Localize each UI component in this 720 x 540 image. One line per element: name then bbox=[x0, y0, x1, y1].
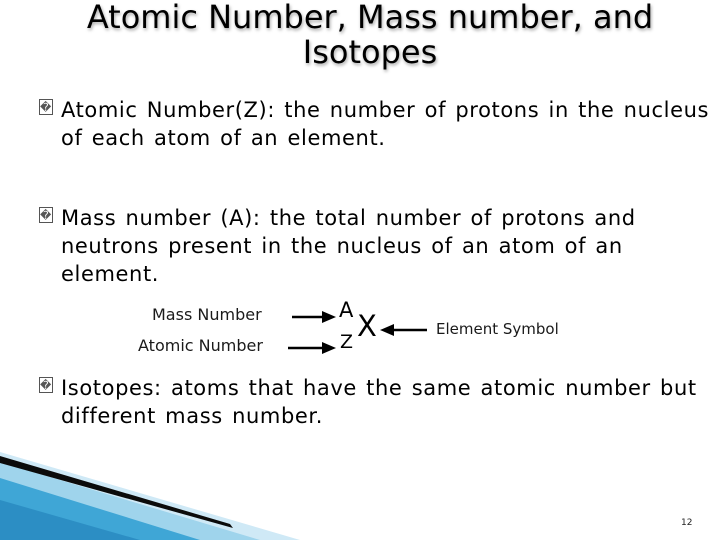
bullet-mass-number bbox=[40, 204, 711, 288]
title-line-2: Isotopes bbox=[302, 33, 438, 71]
bullet-text: Isotopes: atoms that have the same atomic number but different mass number. bbox=[61, 376, 697, 428]
bullet-isotopes bbox=[40, 374, 711, 430]
mass-number-label: Mass Number bbox=[152, 305, 262, 324]
title-line-1: Atomic Number, Mass number, and bbox=[86, 0, 654, 36]
bullet-text: Atomic Number(Z): the number of protons in the nucleus of each atom of an element. bbox=[61, 98, 710, 150]
bullet-text: Mass number (A): the total number of protons and neutrons present in the nucleus of an atom of an element. bbox=[61, 206, 636, 286]
bullet-marker: � bbox=[40, 379, 52, 392]
bullet-marker: � bbox=[40, 209, 52, 222]
bullet-atomic-number bbox=[40, 96, 711, 152]
mass-number-superscript: A bbox=[339, 298, 354, 322]
atomic-number-label: Atomic Number bbox=[138, 336, 263, 355]
bullet-marker: � bbox=[40, 101, 52, 114]
element-symbol: X bbox=[357, 309, 377, 343]
atomic-number-subscript: Z bbox=[340, 331, 354, 353]
page-number: 12 bbox=[681, 518, 693, 528]
element-symbol-label: Element Symbol bbox=[436, 320, 559, 338]
page-title bbox=[20, 0, 720, 70]
